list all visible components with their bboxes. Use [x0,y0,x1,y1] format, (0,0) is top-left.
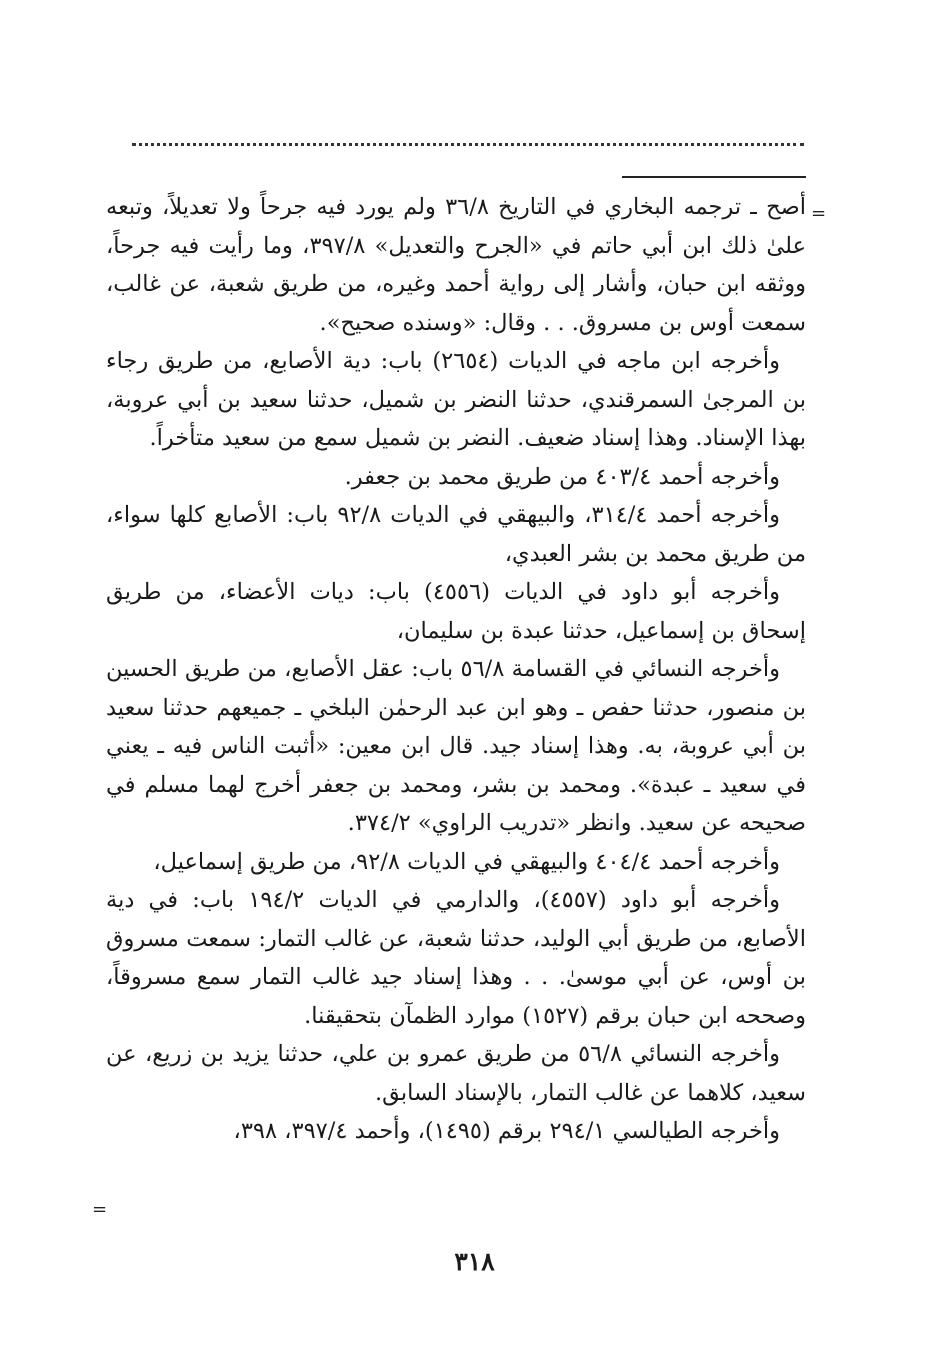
footnote-rule [622,176,806,178]
footnote-paragraph-9: وأخرجه النسائي ٥٦/٨ من طريق عمرو بن علي، حدثنا يزيد بن زريع، عن سعيد، كلاهما عن غالب التمار، بالإسناد السابق. [106,1041,806,1106]
footnote-text [106,188,806,1151]
footnote-paragraph-1: أصح ـ ترجمه البخاري في التاريخ ٣٦/٨ ولم يورد فيه جرحاً ولا تعديلاً، وتبعه علىٰ ذلك ابن أبي حاتم في «الجرح والتعديل» ٣٩٧/٨، وما رأيت فيه جرحاً، ووثقه ابن حبان، وأشار إلى رواية أحمد وغيره، من طريق شعبة، عن غالب، سمعت أوس بن مسروق. . . وقال: «وسنده صحيح». [106,194,806,336]
page-number: ٣١٨ [454,1247,495,1276]
continued-from-mark: = [811,203,827,224]
footnote-paragraph-4: وأخرجه أحمد ٣١٤/٤، والبيهقي في الديات ٩٢/٨ باب: الأصابع كلها سواء، من طريق محمد بن بشر العبدي، [106,502,806,567]
dotted-separator [132,143,804,146]
continued-to-mark: = [92,1199,108,1220]
footnote-paragraph-3: وأخرجه أحمد ٤٠٣/٤ من طريق محمد بن جعفر. [344,463,780,490]
footnote-paragraph-2: وأخرجه ابن ماجه في الديات (٢٦٥٤) باب: دية الأصابع، من طريق رجاء بن المرجىٰ السمرقندي، حدثنا النضر بن شميل، حدثنا سعيد بن أبي عروبة، بهذا الإسناد. وهذا إسناد ضعيف. النضر بن شميل سمع من سعيد متأخراً. [106,348,806,451]
footnote-paragraph-6: وأخرجه النسائي في القسامة ٥٦/٨ باب: عقل الأصابع، من طريق الحسين بن منصور، حدثنا حفص ـ وهو ابن عبد الرحمٰن البلخي ـ جميعهم حدثنا سعيد بن أبي عروبة، به. وهذا إسناد جيد. قال ابن معين: «أثبت الناس فيه ـ يعني في سعيد ـ عبدة». ومحمد بن بشر، ومحمد بن جعفر أخرج لهما مسلم في صحيحه عن سعيد. وانظر «تدريب الراوي» ٣٧٤/٢. [106,656,806,836]
footnote-paragraph-10: وأخرجه الطيالسي ٢٩٤/١ برقم (١٤٩٥)، وأحمد ٣٩٧/٤، ٣٩٨، [233,1118,780,1144]
footnote-paragraph-5: وأخرجه أبو داود في الديات (٤٥٥٦) باب: ديات الأعضاء، من طريق إسحاق بن إسماعيل، حدثنا عبدة بن سليمان، [106,579,806,644]
footnote-paragraph-8: وأخرجه أبو داود (٤٥٥٧)، والدارمي في الديات ١٩٤/٢ باب: في دية الأصابع، من طريق أبي الوليد، حدثنا شعبة، عن غالب التمار: سمعت مسروق بن أوس، عن أبي موسىٰ. . . وهذا إسناد جيد غالب التمار سمع مسروقاً، وصححه ابن حبان برقم (١٥٢٧) موارد الظمآن بتحقيقنا. [106,887,806,1029]
footnote-paragraph-7: وأخرجه أحمد ٤٠٤/٤ والبيهقي في الديات ٩٢/٨، من طريق إسماعيل، [153,848,780,875]
